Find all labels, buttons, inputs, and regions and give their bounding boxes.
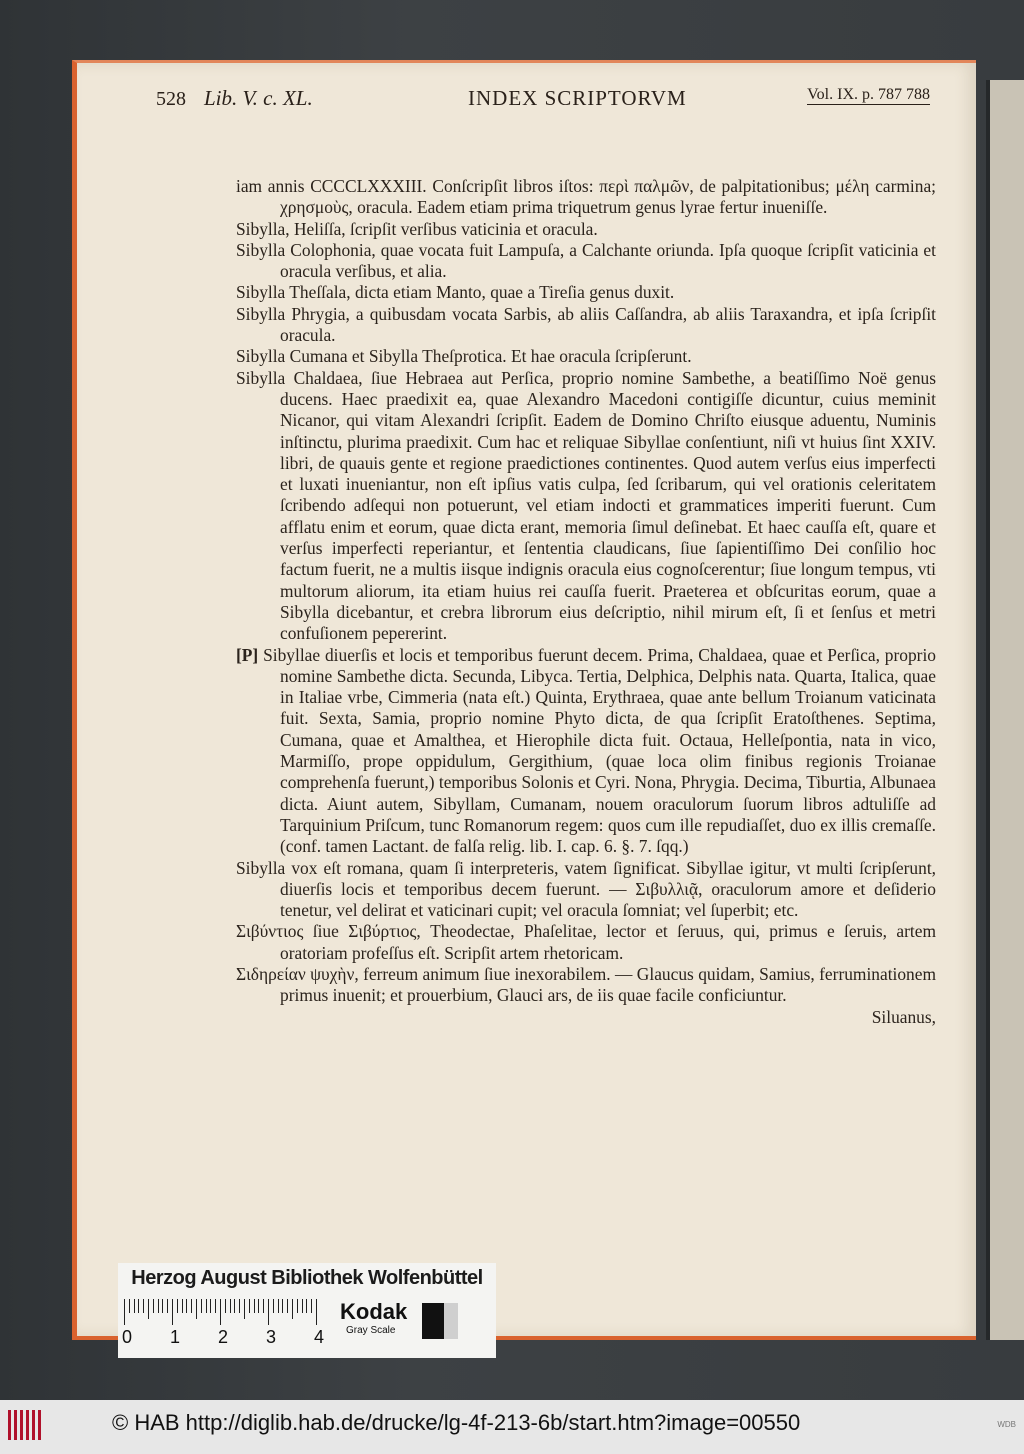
text-entry: Sibylla, Heliſſa, ſcripſit verſibus vaticinia et oracula. — [236, 218, 598, 239]
ruler-number: 4 — [314, 1327, 325, 1347]
catchword: Siluanus, — [871, 1006, 936, 1027]
ruler-tick — [158, 1299, 159, 1313]
ruler-tick — [124, 1299, 125, 1325]
page-title: INDEX SCRIPTORVM — [468, 86, 687, 110]
text-entry: Sibylla Colophonia, quae vocata fuit Lampuſa, a Calchante oriunda. Ipſa quoque ſcripſit vaticinia et oracula verſibus, et alia. — [236, 239, 936, 282]
ruler-tick — [182, 1299, 183, 1313]
next-page-edge — [986, 80, 1024, 1340]
ruler-tick — [177, 1299, 178, 1313]
text-entry: Sibylla vox eſt romana, quam ſi interpreteris, vatem ſignificat. Sibyllae igitur, vt multi ſcripſerunt, diuerſis locis et temporibus decem fuerunt. — Σιβυλλιᾷ, oraculorum amore et deſiderio tenetur, vel delirat et vaticinari cupit; vel oracula ſomniat; vel ſuperbit; etc. — [236, 857, 936, 921]
ruler-tick — [220, 1299, 221, 1325]
ruler-tick — [167, 1299, 168, 1313]
scale-ruler — [124, 1299, 334, 1327]
ruler-tick — [172, 1299, 173, 1325]
black-swatch — [422, 1303, 444, 1339]
ruler-tick — [196, 1299, 197, 1319]
section-reference: Lib. V. c. XL. — [204, 86, 313, 110]
hab-logo-icon — [8, 1410, 44, 1440]
gray-swatch — [444, 1303, 458, 1339]
ruler-tick — [201, 1299, 202, 1313]
ruler-tick — [316, 1299, 317, 1325]
ruler-numbers — [122, 1327, 342, 1351]
ruler-tick — [311, 1299, 312, 1313]
text-entry: Σιβύντιος ſiue Σιβύρτιος, Theodectae, Phaſelitae, lector et ſeruus, qui, primus e ſeruis, artem oratoriam profeſſus eſt. Scripſit artem rhetoricam. — [236, 921, 936, 963]
ruler-tick — [287, 1299, 288, 1313]
ruler-tick — [191, 1299, 192, 1313]
ruler-tick — [206, 1299, 207, 1313]
ruler-tick — [297, 1299, 298, 1313]
ruler-tick — [215, 1299, 216, 1313]
library-name: Herzog August Bibliothek Wolfenbüttel — [131, 1267, 483, 1289]
ruler-tick — [263, 1299, 264, 1313]
ruler-tick — [134, 1299, 135, 1313]
ruler-tick — [239, 1299, 240, 1313]
ruler-tick — [278, 1299, 279, 1313]
text-entry: Sibylla Theſſala, dicta etiam Manto, quae a Tireſia genus duxit. — [236, 282, 675, 303]
ruler-tick — [292, 1299, 293, 1319]
ruler-tick — [273, 1299, 274, 1313]
ruler-tick — [282, 1299, 283, 1313]
ruler-number: 0 — [122, 1327, 133, 1347]
ruler-tick — [153, 1299, 154, 1313]
ruler-tick — [244, 1299, 245, 1319]
text-entry: iam annis CCCCLXXXIII. Conſcripſit libros iſtos: περὶ παλμῶν, de palpitationibus; μέλη carmina; χρησμοὺς, oracula. Eadem etiam prima triquetrum genus lyrae fertur inueniſſe. — [236, 176, 936, 218]
ruler-tick — [230, 1299, 231, 1313]
ruler-tick — [210, 1299, 211, 1313]
running-header — [156, 82, 930, 116]
ruler-tick — [148, 1299, 149, 1319]
text-entry-marked: [P] Sibyllae diuerſis et locis et temporibus fuerunt decem. Prima, Chaldaea, quae et Perſica, proprio nomine Sambethe dicta. Secunda, Libyca. Tertia, Delphica, Delphis nata. Quarta, Italica, quae in Italiae vrbe, Cimmeria (nata eſt.) Quinta, Erythraea, quae ante bellum Troianum vaticinata fuit. Sexta, Samia, proprio nomine Phyto dicta, de qua ſcripſit Eratoſthenes. Septima, Cumana, quae et Amalthea, et Hierophile dicta fuit. Octaua, Helleſpontia, nata in vico, Marmiſſo, prope oppidulum, Gergithium, (quae loca olim finibus regionis Troianae comprehenſa fuerunt,) temporibus Solonis et Cyri. Nona, Phrygia. Decima, Tiburtia, Albunaea dicta. Aiunt autem, Sibyllam, Cumanam, nouem oraculorum ſuorum libros adtuliſſe ad Tarquinium Priſcum, tunc Romanorum regem: quos cum ille repudiaſſet, duo ex illis cremaſſe. (conf. tamen Lactant. de falſa relig. lib. I. cap. 6. §. 7. ſqq.) — [236, 644, 936, 857]
ruler-tick — [138, 1299, 139, 1313]
ruler-tick — [254, 1299, 255, 1313]
ruler-number: 1 — [170, 1327, 181, 1347]
library-label-card — [118, 1263, 496, 1358]
ruler-tick — [234, 1299, 235, 1313]
page-number: 528 — [156, 88, 186, 110]
ruler-number: 3 — [266, 1327, 277, 1347]
ruler-tick — [162, 1299, 163, 1313]
ruler-tick — [302, 1299, 303, 1313]
ruler-tick — [249, 1299, 250, 1313]
text-entry: Sibylla Cumana et Sibylla Theſprotica. Et hae oracula ſcripſerunt. — [236, 346, 692, 367]
text-entry: Sibylla Chaldaea, ſiue Hebraea aut Perſica, proprio nomine Sambethe, a beatiſſimo Noë genus ducens. Haec praedixit ea, quae Alexandro Macedoni contigiſſe dicuntur, cuius meminit Nicanor, qui vitam Alexandri ſcripſit. Eadem de Domino Chriſto eiusque aduentu, Numinis inſtinctu, plurima praedixit. Cum hac et reliquae Sibyllae conſentiunt, niſi vt huius ſint XXIV. libri, de quauis gente et regione praedictiones continentes. Quod autem verſus eius imperfecti et luxati inueniantur, non eſt ipſius vatis culpa, ſed ſcribarum, qui vel orationis celeritatem ſcribendo adſequi non potuerunt, vel etiam indocti et grammatices imperiti fuerunt. Cum afflatu enim et eorum, quae dicta erant, memoria ſimul deſinebat. Et haec cauſſa eſt, quare et verſus imperfecti reperiantur, et ſententia claudicans, ſiue ſapientiſſimo Dei conſilio hoc factum fuerit, ne a multis iisque indignis oracula eius cognoſcerentur; ſiue longum tempus, vti multorum aliorum, ita etiam huius rei cauſſa fuerit. Praeterea et obſcuritas eorum, quae a Sibylla dicebantur, et crebra librorum eius deſcriptio, nihil mirum eſt, ſi et ſenſus et metri confuſionem pepererint. — [236, 367, 936, 644]
ruler-tick — [306, 1299, 307, 1313]
ruler-tick — [258, 1299, 259, 1313]
ruler-tick — [186, 1299, 187, 1313]
ruler-tick — [129, 1299, 130, 1313]
text-entry: Sibylla Phrygia, a quibusdam vocata Sarbis, ab aliis Caſſandra, ab aliis Taraxandra, et ipſa ſcripſit oracula. — [236, 303, 936, 346]
page-text — [236, 176, 936, 1028]
copyright-link[interactable]: © HAB http://diglib.hab.de/drucke/lg-4f-213-6b/start.htm?image=00550 — [112, 1410, 801, 1435]
footer-bar — [0, 1400, 1024, 1454]
scale-name: Gray Scale — [346, 1325, 396, 1336]
ruler-tick — [143, 1299, 144, 1313]
volume-reference: Vol. IX. p. 787 788 — [807, 86, 930, 103]
ruler-tick — [225, 1299, 226, 1313]
section-marker: [P] — [236, 644, 259, 665]
text-entry: Σιδηρείαν ψυχὴν, ferreum animum ſiue inexorabilem. — Glaucus quidam, Samius, ferruminationem primus inuenit; et prouerbium, Glauci ars, de iis quae facile conficiuntur. — [236, 963, 936, 1006]
footer-mark: WDB — [997, 1420, 1016, 1429]
ruler-number: 2 — [218, 1327, 229, 1347]
brand-logo: Kodak — [340, 1299, 408, 1324]
ruler-tick — [268, 1299, 269, 1325]
